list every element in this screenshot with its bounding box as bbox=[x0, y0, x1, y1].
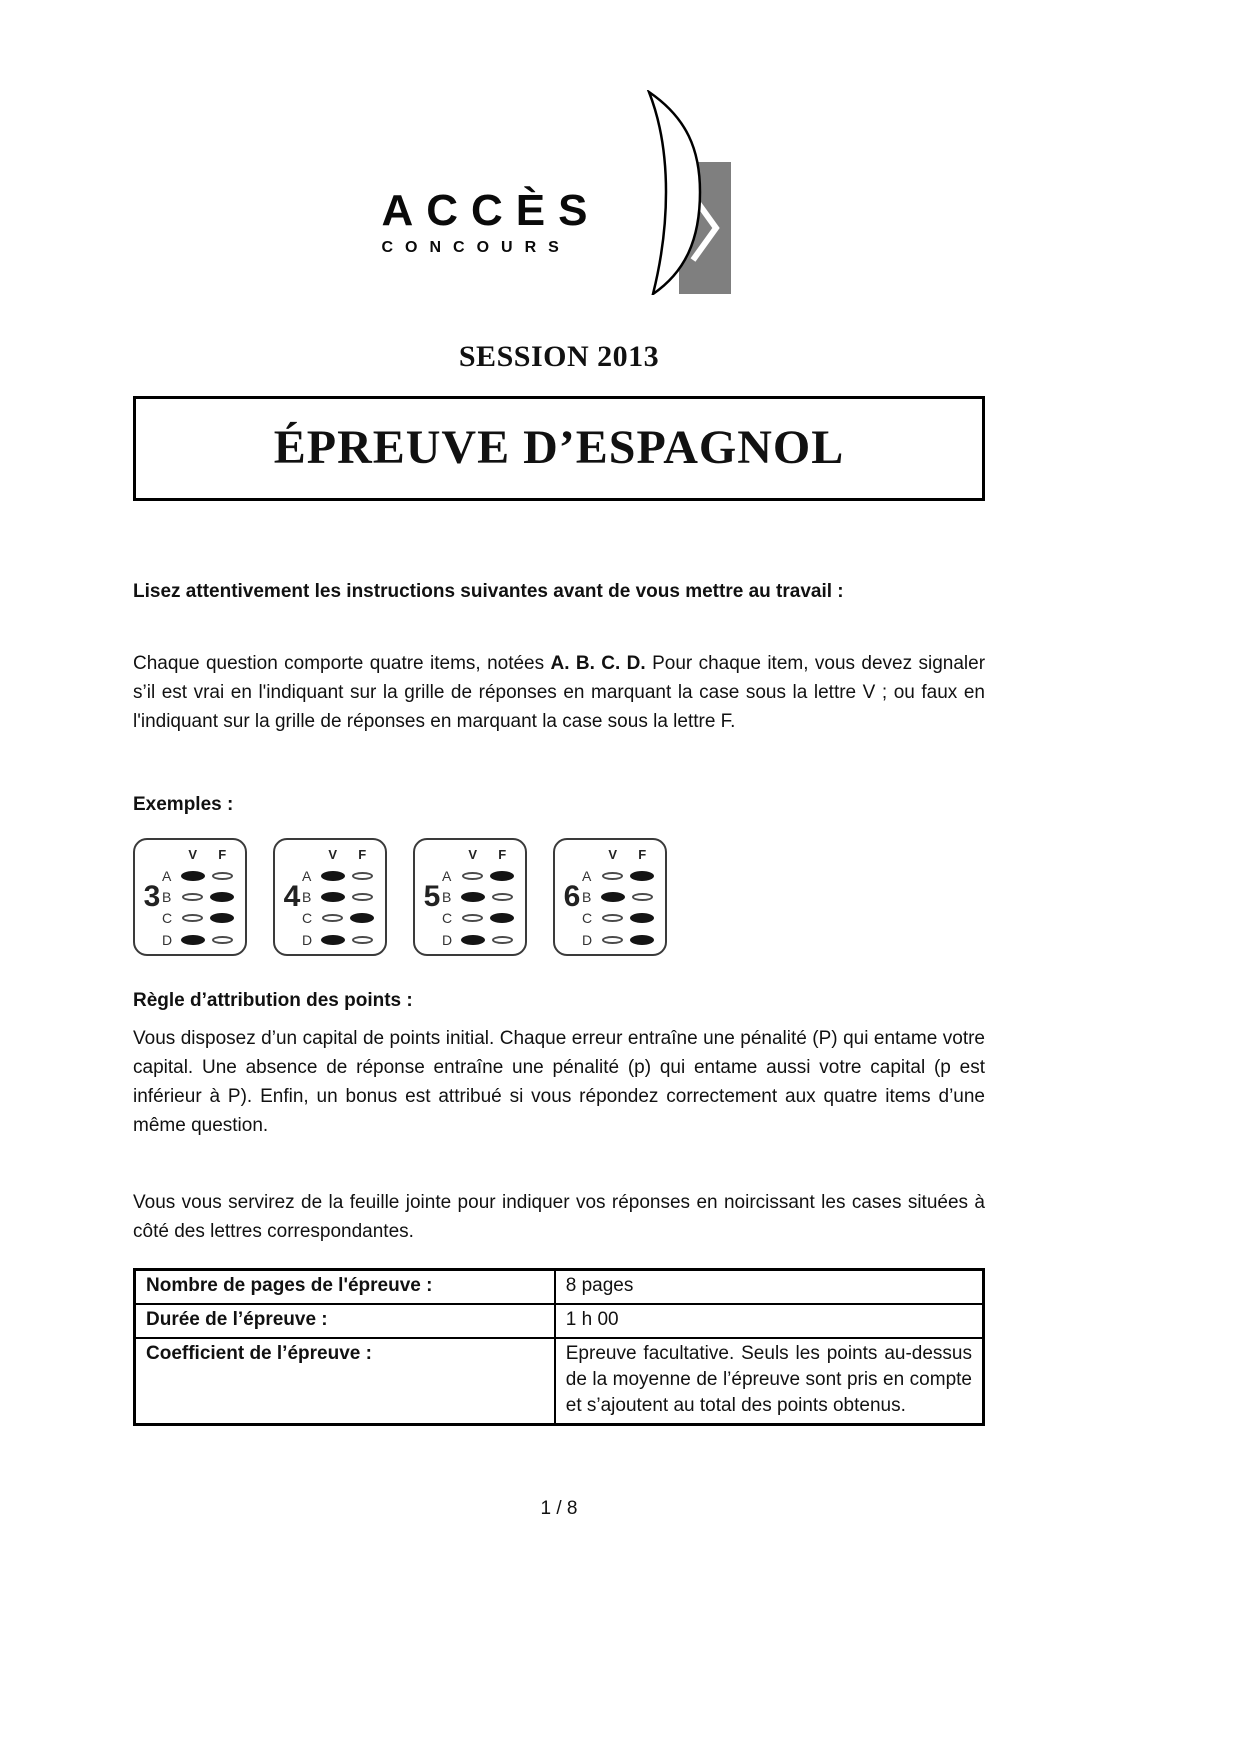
answer-bubble-icon bbox=[321, 871, 345, 881]
page-number: 1 / 8 bbox=[540, 1498, 578, 1519]
answer-bubble-icon bbox=[462, 872, 483, 880]
answer-bubble-icon bbox=[181, 935, 205, 945]
answer-grid bbox=[133, 838, 247, 956]
table-label-cell: Nombre de pages de l'épreuve : bbox=[135, 1270, 555, 1305]
row-letter: C bbox=[582, 910, 593, 927]
answer-bubble-icon bbox=[181, 871, 205, 881]
column-header: F bbox=[358, 847, 367, 862]
answer-row bbox=[582, 909, 657, 928]
acces-concours-logo bbox=[133, 90, 985, 295]
answer-bubble-icon bbox=[601, 892, 625, 902]
answer-bubble-icon bbox=[461, 935, 485, 945]
answer-bubble-icon bbox=[352, 872, 373, 880]
answer-bubble-icon bbox=[352, 936, 373, 944]
grid-number: 6 bbox=[563, 880, 581, 913]
column-header: V bbox=[608, 847, 618, 862]
row-letter: B bbox=[442, 889, 452, 905]
grid-table bbox=[582, 845, 657, 949]
logo-subname: CONCOURS bbox=[381, 239, 571, 256]
answer-bubble-icon bbox=[492, 893, 513, 901]
answer-row bbox=[442, 930, 517, 949]
rules-paragraph: Vous disposez d’un capital de points initial. Chaque erreur entraîne une pénalité (P) qui entame votre capital. Une absence de réponse entraîne une pénalité (p) qui entame aussi votre capital (p est inférieur à P). Enfin, un bonus est attribué si vous répondez correctement aux quatre items d’une même question. bbox=[133, 1028, 985, 1136]
answer-bubble-icon bbox=[630, 913, 654, 923]
table-value-cell: 8 pages bbox=[555, 1270, 984, 1305]
table-row bbox=[135, 1304, 984, 1338]
column-header: F bbox=[498, 847, 507, 862]
answer-bubble-icon bbox=[212, 936, 233, 944]
answer-bubble-icon bbox=[632, 893, 653, 901]
exam-title: ÉPREUVE D’ESPAGNOL bbox=[273, 421, 845, 474]
column-header: V bbox=[468, 847, 478, 862]
answer-bubble-icon bbox=[182, 914, 203, 922]
row-letter: C bbox=[302, 910, 313, 927]
grid-table bbox=[302, 845, 377, 949]
answer-bubble-icon bbox=[630, 871, 654, 881]
row-letter: D bbox=[582, 931, 593, 948]
answer-bubble-icon bbox=[630, 935, 654, 945]
column-header: V bbox=[328, 847, 338, 862]
exam-title-box bbox=[133, 396, 985, 501]
info-table bbox=[133, 1268, 985, 1426]
answer-bubble-icon bbox=[602, 936, 623, 944]
column-header: F bbox=[638, 847, 647, 862]
answer-bubble-icon bbox=[602, 914, 623, 922]
answer-bubble-icon bbox=[352, 893, 373, 901]
paragraph-bold-text: A. B. C. D. bbox=[550, 653, 646, 674]
row-letter: A bbox=[582, 867, 592, 884]
instructions-paragraph bbox=[133, 649, 985, 736]
grid-header-row bbox=[582, 845, 657, 864]
row-letter: D bbox=[442, 931, 453, 948]
column-header: V bbox=[188, 847, 198, 862]
logo-mark-icon bbox=[587, 90, 737, 295]
answer-bubble-icon bbox=[322, 914, 343, 922]
answer-row bbox=[582, 930, 657, 949]
row-letter: B bbox=[162, 889, 172, 905]
row-letter: A bbox=[302, 867, 312, 884]
session-title: SESSION 2013 bbox=[458, 340, 660, 373]
examples-heading: Exemples : bbox=[133, 794, 234, 815]
grid-header-row bbox=[162, 845, 237, 864]
example-grids bbox=[133, 838, 985, 956]
row-letter: B bbox=[302, 889, 312, 905]
table-label-cell: Coefficient de l’épreuve : bbox=[135, 1338, 555, 1425]
table-value-cell: 1 h 00 bbox=[555, 1304, 984, 1338]
row-letter: C bbox=[442, 910, 453, 927]
answer-bubble-icon bbox=[182, 893, 203, 901]
grid-table bbox=[442, 845, 517, 949]
table-row bbox=[135, 1338, 984, 1425]
answer-bubble-icon bbox=[462, 914, 483, 922]
answer-bubble-icon bbox=[461, 892, 485, 902]
answer-bubble-icon bbox=[321, 892, 345, 902]
grid-header-row bbox=[302, 845, 377, 864]
answer-row bbox=[442, 888, 517, 907]
answer-sheet-paragraph: Vous vous servirez de la feuille jointe pour indiquer vos réponses en noircissant les cases situées à côté des lettres correspondantes. bbox=[133, 1192, 985, 1242]
grid-number: 5 bbox=[423, 880, 441, 913]
answer-row bbox=[582, 866, 657, 885]
answer-row bbox=[302, 866, 377, 885]
row-letter: A bbox=[162, 867, 172, 884]
document-page bbox=[133, 0, 985, 1426]
table-value-cell: Epreuve facultative. Seuls les points au-dessus de la moyenne de l’épreuve sont pris en compte et s’ajoutent au total des points obtenus. bbox=[555, 1338, 984, 1425]
answer-row bbox=[162, 866, 237, 885]
answer-row bbox=[302, 888, 377, 907]
answer-bubble-icon bbox=[210, 892, 234, 902]
answer-bubble-icon bbox=[490, 871, 514, 881]
answer-row bbox=[162, 930, 237, 949]
answer-bubble-icon bbox=[350, 913, 374, 923]
row-letter: C bbox=[162, 910, 173, 927]
grid-table bbox=[162, 845, 237, 949]
row-letter: D bbox=[302, 931, 313, 948]
rules-heading: Règle d’attribution des points : bbox=[133, 990, 413, 1011]
answer-bubble-icon bbox=[492, 936, 513, 944]
table-label-cell: Durée de l’épreuve : bbox=[135, 1304, 555, 1338]
column-header: F bbox=[218, 847, 227, 862]
answer-grid bbox=[273, 838, 387, 956]
row-letter: B bbox=[582, 889, 592, 905]
answer-row bbox=[162, 888, 237, 907]
answer-bubble-icon bbox=[602, 872, 623, 880]
instructions-intro: Lisez attentivement les instructions suivantes avant de vous mettre au travail : bbox=[133, 581, 844, 602]
answer-grid bbox=[413, 838, 527, 956]
answer-row bbox=[442, 866, 517, 885]
grid-number: 4 bbox=[283, 880, 301, 913]
row-letter: A bbox=[442, 867, 452, 884]
logo-name: ACCÈS bbox=[381, 186, 601, 235]
answer-row bbox=[302, 930, 377, 949]
logo-text bbox=[381, 186, 601, 257]
answer-row bbox=[162, 909, 237, 928]
paragraph-text: Chaque question comporte quatre items, notées bbox=[133, 653, 551, 674]
grid-header-row bbox=[442, 845, 517, 864]
answer-bubble-icon bbox=[210, 913, 234, 923]
answer-row bbox=[442, 909, 517, 928]
grid-number: 3 bbox=[143, 880, 161, 913]
answer-bubble-icon bbox=[321, 935, 345, 945]
row-letter: D bbox=[162, 931, 173, 948]
paragraph-text: Pour chaque item, vous devez signaler s’il est vrai en l'indiquant sur la grille de réponses en marquant la case sous la lettre V ; ou faux en l'indiquant sur la grille de réponses en marquant la case sous la lettre F. bbox=[133, 653, 986, 732]
table-row bbox=[135, 1270, 984, 1305]
answer-grid bbox=[553, 838, 667, 956]
answer-bubble-icon bbox=[490, 913, 514, 923]
answer-row bbox=[302, 909, 377, 928]
answer-bubble-icon bbox=[212, 872, 233, 880]
answer-row bbox=[582, 888, 657, 907]
